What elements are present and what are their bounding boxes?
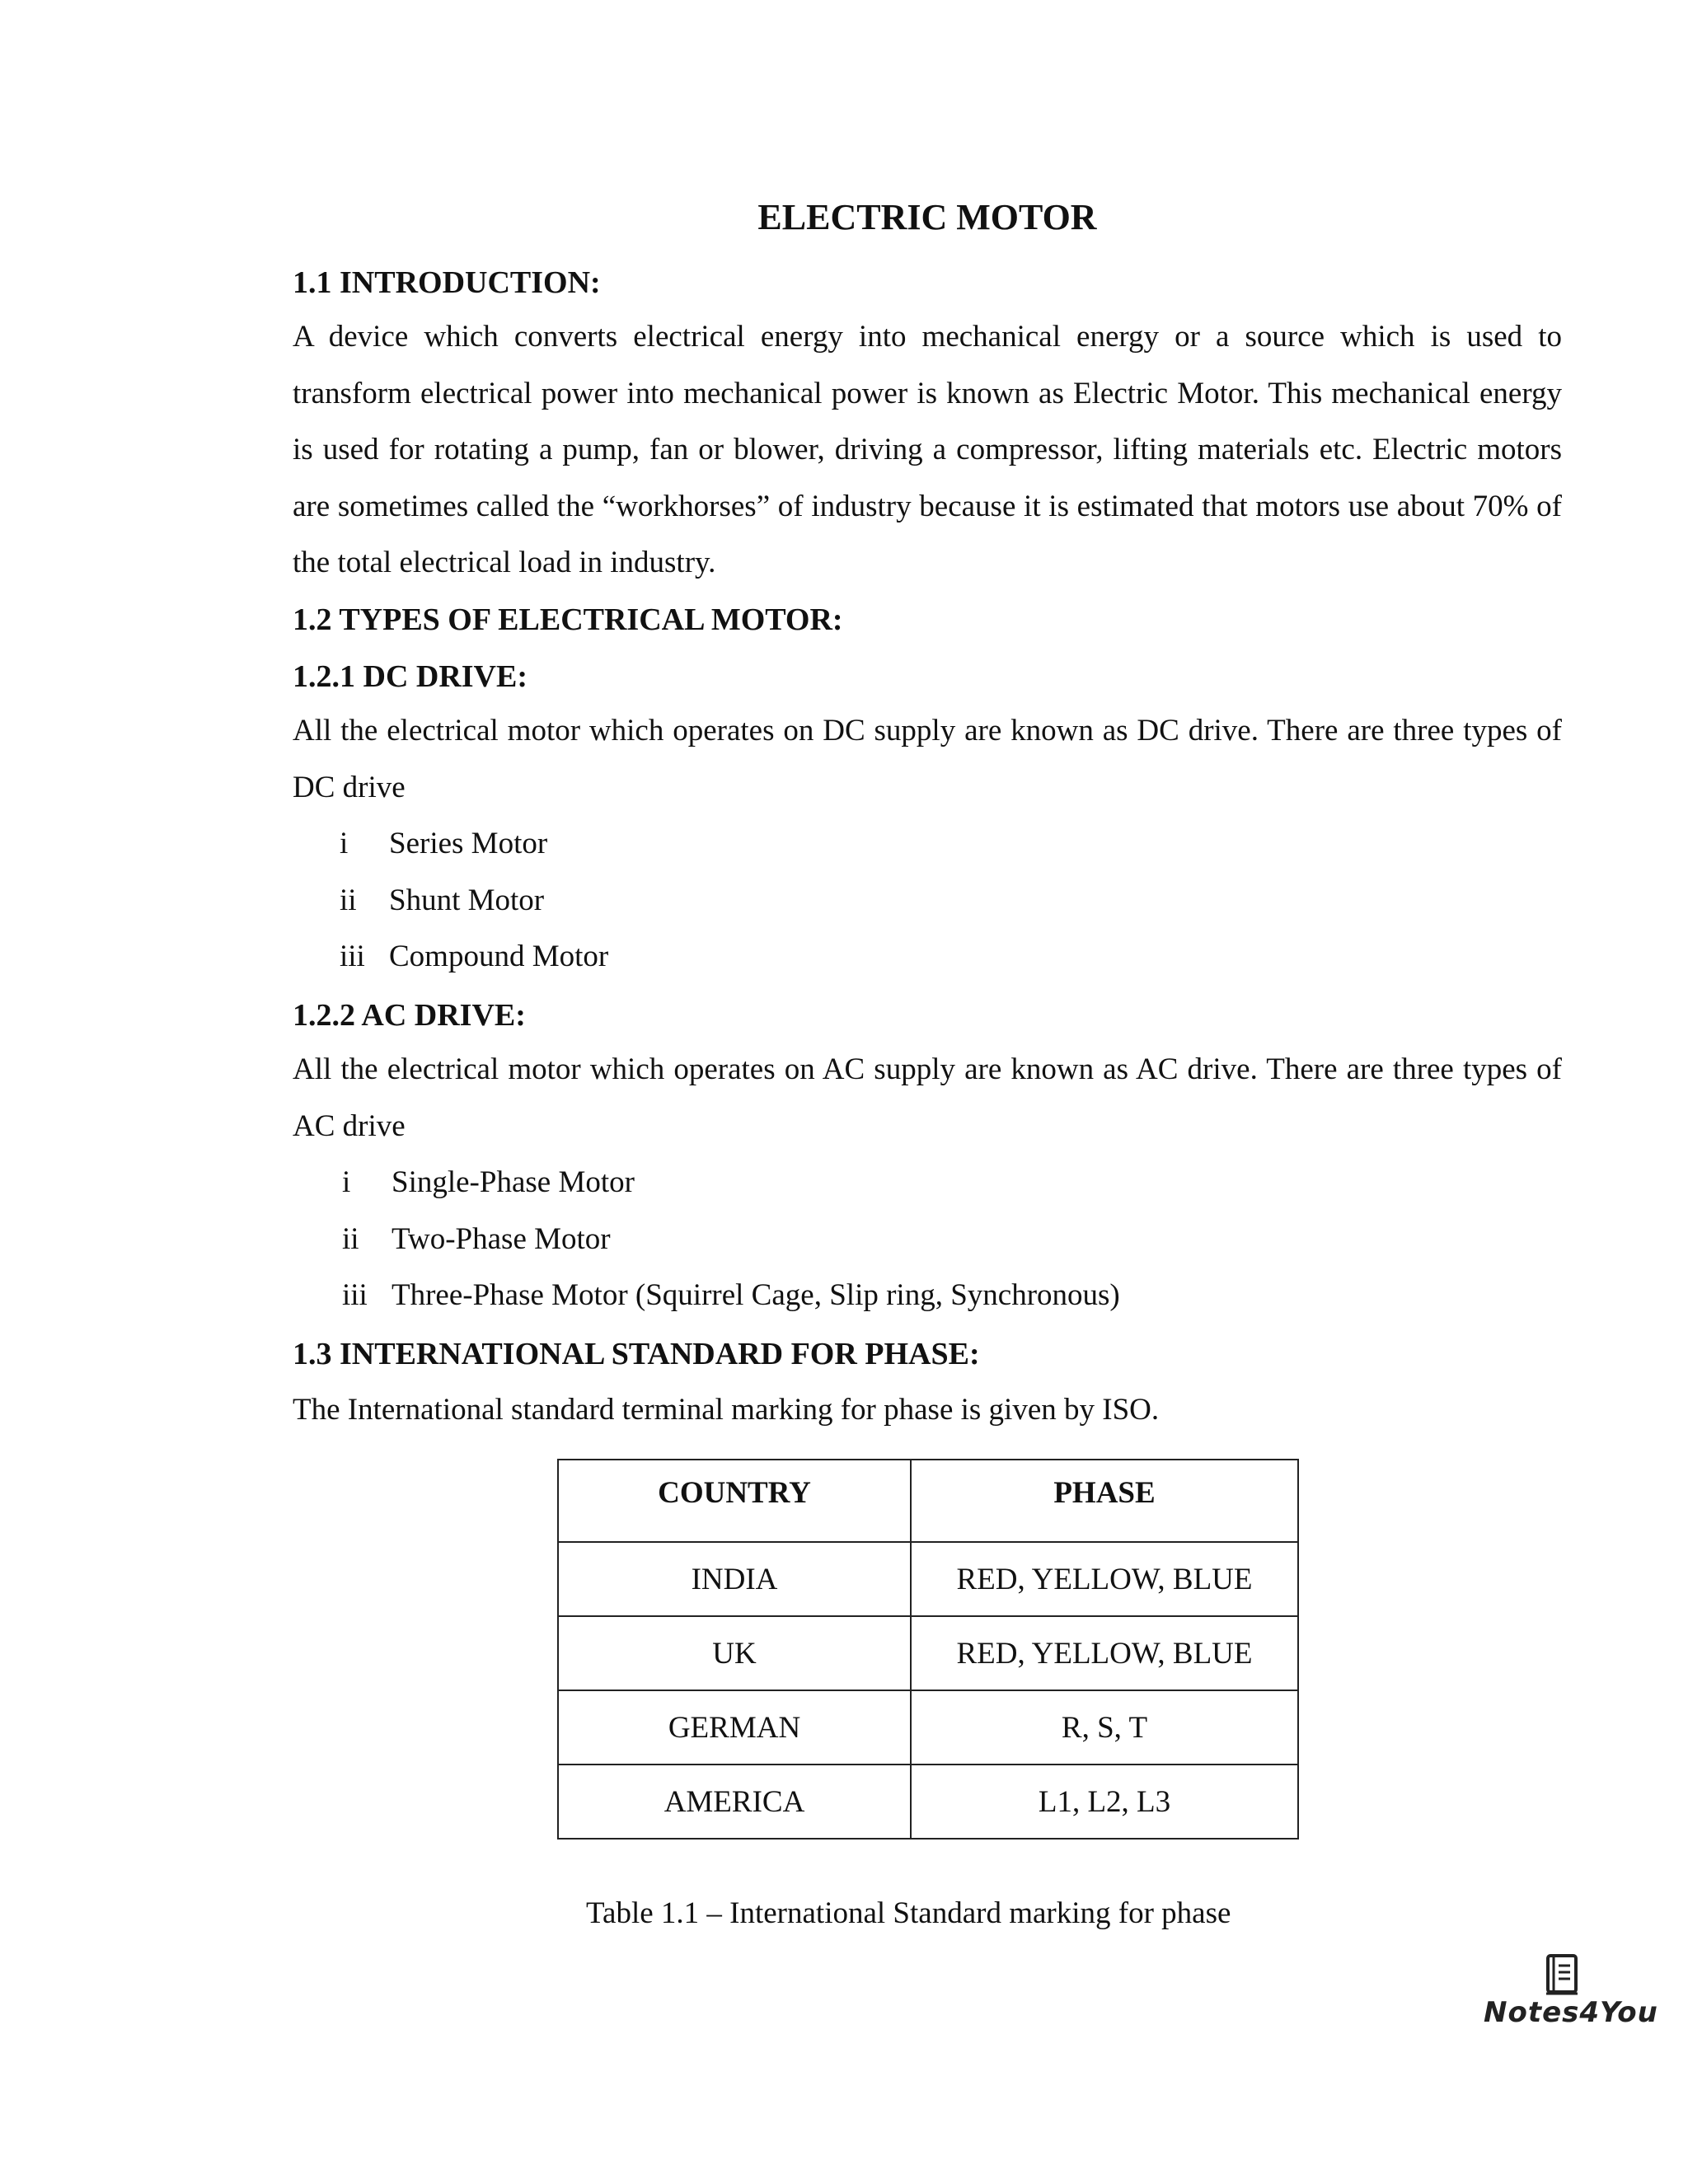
- table-caption-text: Table 1.1 – International Standard marking for phase: [586, 1896, 1231, 1930]
- table-row: [558, 1690, 1298, 1765]
- heading-dc-drive: 1.2.1 DC DRIVE:: [293, 659, 528, 694]
- list-number: iii: [342, 1278, 368, 1312]
- heading-types: 1.2 TYPES OF ELECTRICAL MOTOR:: [293, 602, 843, 637]
- list-item: [342, 1268, 1120, 1324]
- list-label: Compound Motor: [389, 940, 609, 973]
- list-label: Two-Phase Motor: [392, 1221, 611, 1256]
- heading-introduction: 1.1 INTRODUCTION:: [293, 265, 601, 300]
- list-label: Series Motor: [389, 827, 548, 860]
- list-label: Three-Phase Motor (Squirrel Cage, Slip ring, Synchronous): [392, 1278, 1120, 1312]
- page-title: ELECTRIC MOTOR: [757, 197, 1097, 237]
- table-cell-country: INDIA: [558, 1542, 911, 1616]
- table-cell-phase: RED, YELLOW, BLUE: [911, 1616, 1298, 1690]
- notebook-icon: [1484, 1953, 1640, 1996]
- list-number: ii: [340, 883, 357, 917]
- column-header-phase: PHASE: [911, 1460, 1298, 1542]
- standard-paragraph: The International standard terminal marking for phase is given by ISO.: [293, 1393, 1160, 1427]
- table-header-row: [558, 1460, 1298, 1542]
- list-number: ii: [342, 1221, 359, 1256]
- table-cell-country: AMERICA: [558, 1765, 911, 1839]
- table-cell-phase: R, S, T: [911, 1690, 1298, 1765]
- table-cell-phase: L1, L2, L3: [911, 1765, 1298, 1839]
- list-item: [340, 929, 608, 986]
- list-number: iii: [340, 940, 365, 973]
- list-item: [340, 873, 608, 930]
- dc-paragraph: All the electrical motor which operates on DC supply are known as DC drive. There are three types of DC drive: [293, 714, 1562, 804]
- table-cell-country: UK: [558, 1616, 911, 1690]
- list-item: [342, 1212, 1120, 1268]
- intro-paragraph: A device which converts electrical energy into mechanical energy or a source which is used to transform electrical power into mechanical power is known as Electric Motor. This mechanical energy is used for rotating a pump, fan or blower, driving a compressor, lifting materials etc. Electric motors are sometimes called the “workhorses” of industry because it is estimated that motors use about 70% of the total electrical load in industry.: [293, 320, 1562, 579]
- list-item: [342, 1155, 1120, 1212]
- phase-marking-table: [557, 1459, 1299, 1840]
- notes4you-logo: [1484, 1953, 1658, 2029]
- ac-motor-list: [342, 1155, 1120, 1324]
- list-number: i: [342, 1165, 351, 1199]
- table-cell-phase: RED, YELLOW, BLUE: [911, 1542, 1298, 1616]
- list-number: i: [340, 827, 349, 860]
- list-label: Single-Phase Motor: [392, 1165, 635, 1199]
- list-label: Shunt Motor: [389, 883, 545, 917]
- logo-text: Notes4You: [1484, 1996, 1658, 2029]
- heading-ac-drive: 1.2.2 AC DRIVE:: [293, 998, 526, 1033]
- table-row: [558, 1542, 1298, 1616]
- list-item: [340, 816, 608, 873]
- table-row: [558, 1616, 1298, 1690]
- heading-international-standard: 1.3 INTERNATIONAL STANDARD FOR PHASE:: [293, 1337, 980, 1371]
- dc-motor-list: [340, 816, 608, 986]
- column-header-country: COUNTRY: [558, 1460, 911, 1542]
- table-cell-country: GERMAN: [558, 1690, 911, 1765]
- table-row: [558, 1765, 1298, 1839]
- ac-paragraph: All the electrical motor which operates on AC supply are known as AC drive. There are three types of AC drive: [293, 1052, 1562, 1143]
